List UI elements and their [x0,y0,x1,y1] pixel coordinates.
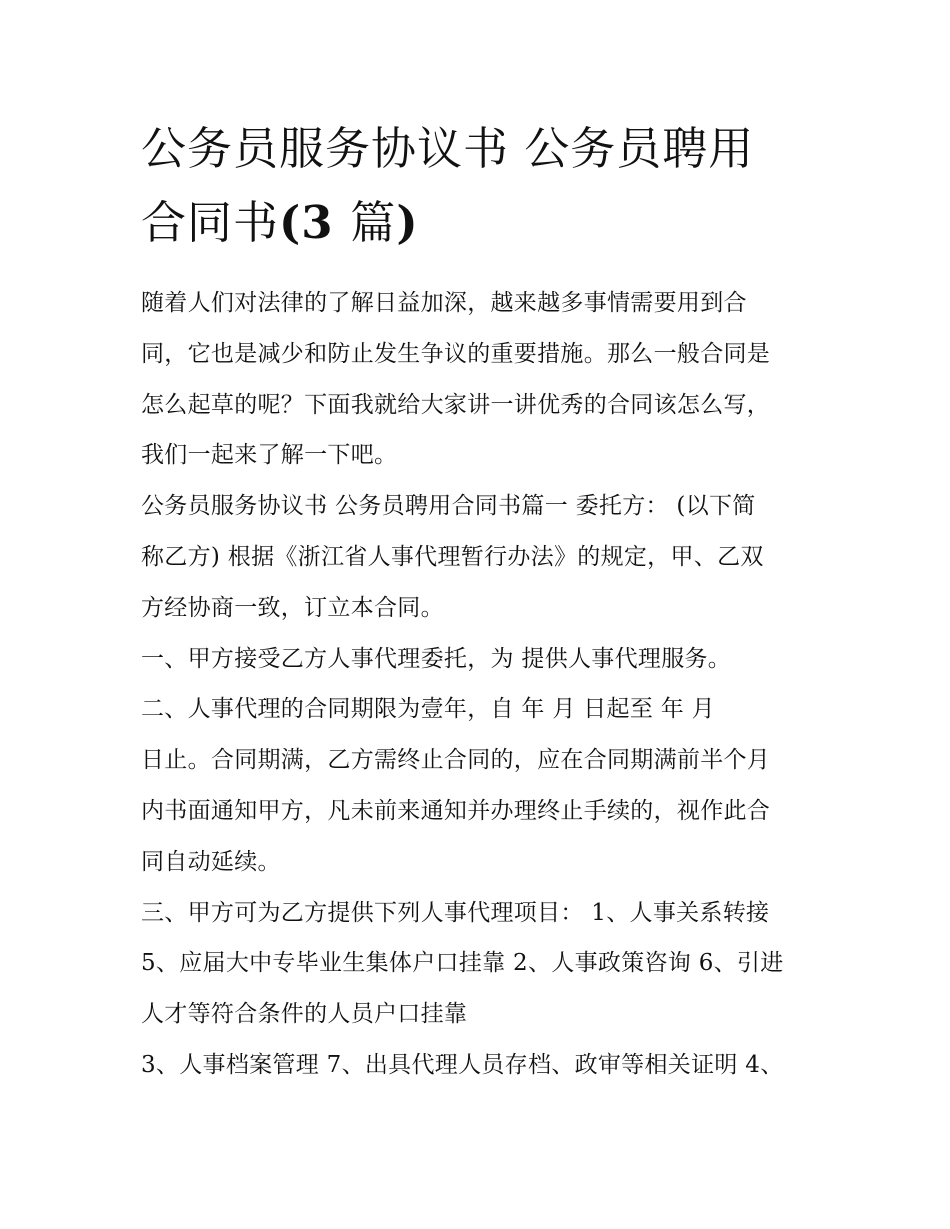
body-line: 内书面通知甲方，凡未前来通知并办理终止手续的，视作此合 [141,797,771,824]
body-line: 二、人事代理的合同期限为壹年，自 年 月 日起至 年 月 [141,696,715,723]
document-title [141,112,821,260]
body-line: 同，它也是减少和防止发生争议的重要措施。那么一般合同是 [141,340,771,367]
title-line-2 [141,186,821,260]
title-line-2-text: 合同书 [141,196,280,249]
body-line: 日止。合同期满，乙方需终止合同的，应在合同期满前半个月 [141,747,771,774]
body-line: 一、甲方接受乙方人事代理委托，为 提供人事代理服务。 [141,645,732,672]
title-count-unit: 篇 [350,196,397,249]
body-line: 我们一起来了解一下吧。 [141,442,398,469]
title-line-1: 公务员服务协议书 公务员聘用 [141,122,755,175]
body-line: 人才等符合条件的人员户口挂靠 [141,1001,468,1028]
document-body [141,278,821,1091]
body-line: 5、应届大中专毕业生集体户口挂靠 2、人事政策咨询 6、引进 [141,950,784,977]
body-line: 3、人事档案管理 7、出具代理人员存档、政审等相关证明 4、 [141,1051,784,1078]
body-line: 随着人们对法律的了解日益加深，越来越多事情需要用到合 [141,290,747,316]
body-line: 同自动延续。 [141,848,281,875]
body-line: 三、甲方可为乙方提供下列人事代理项目： 1、人事关系转接 [141,899,770,926]
body-line: 公务员服务协议书 公务员聘用合同书篇一 委托方： (以下简 [141,493,756,520]
title-count-close: ) [396,196,419,249]
body-line: 怎么起草的呢？下面我就给大家讲一讲优秀的合同该怎么写， [141,391,771,418]
body-line: 称乙方) 根据《浙江省人事代理暂行办法》的规定，甲、乙双 [141,543,764,570]
body-line: 方经协商一致，订立本合同。 [141,594,444,621]
title-count-open: (3 [279,196,351,249]
